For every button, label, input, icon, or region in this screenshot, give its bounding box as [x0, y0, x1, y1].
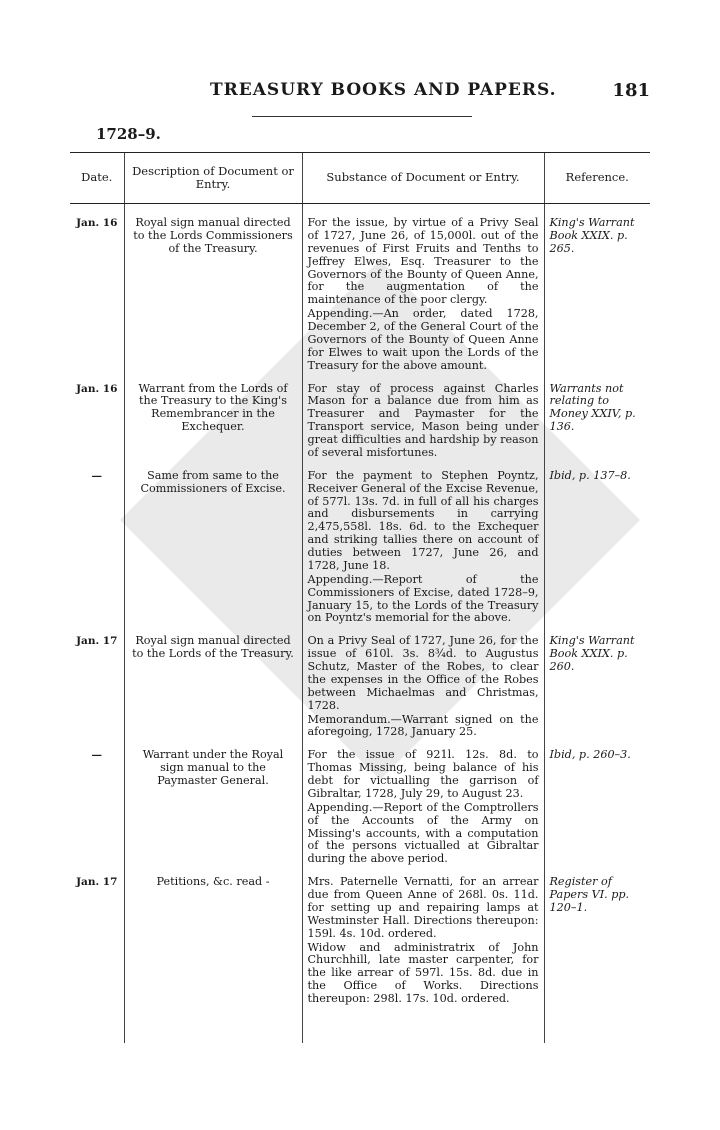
- substance-paragraph: For the issue of 921l. 12s. 8d. to Thomas Missing, being balance of his debt for victualling the garrison of Gibraltar, 1728, July 29, to August 23.: [307, 748, 539, 800]
- entry-substance: [302, 746, 544, 873]
- substance-paragraph: Memorandum.—Warrant signed on the aforegoing, 1728, January 25.: [307, 712, 539, 739]
- table-row: [70, 380, 650, 467]
- entry-description: Royal sign manual directed to the Lords of the Treasury.: [124, 632, 302, 746]
- spacer-row: [70, 204, 650, 215]
- entry-date: Jan. 17: [76, 876, 118, 889]
- entry-date: Jan. 16: [76, 382, 118, 395]
- ledger-table: [70, 152, 650, 1043]
- entry-reference: Warrants not relating to Money XXIV, p. 136.: [544, 380, 650, 467]
- substance-paragraph: Widow and administratrix of John Churchhill, late master carpenter, for the like arrear of 597l. 15s. 8d. due in the Office of Works. Directions thereupon: 298l. 17s. 10d. ordered.: [307, 940, 539, 1005]
- substance-paragraph: On a Privy Seal of 1727, June 26, for the issue of 610l. 3s. 8¾d. to Augustus Schutz, Master of the Robes, to clear the expenses in the Office of the Robes between Michaelmas and Christmas, 1728.: [307, 634, 539, 712]
- entry-substance: [302, 873, 544, 1013]
- entry-substance: [302, 214, 544, 380]
- entry-date: Jan. 16: [76, 217, 118, 229]
- entry-date: —: [91, 469, 102, 482]
- entry-reference: King's Warrant Book XXIX. p. 260.: [544, 632, 650, 746]
- entry-reference: King's Warrant Book XXIX. p. 265.: [544, 214, 650, 380]
- substance-paragraph: For the issue, by virtue of a Privy Seal of 1727, June 26, of 15,000l. out of the revenues of First Fruits and Tenths to Jeffrey Elwes, Esq. Treasurer to the Governors of the Bounty of Queen Anne, for the augmentation of the maintenance of the poor clergy.: [307, 216, 539, 307]
- entry-description: Warrant from the Lords of the Treasury to the King's Remembrancer in the Exchequer.: [124, 380, 302, 467]
- page-header: [70, 80, 650, 104]
- substance-paragraph: For stay of process against Charles Mason for a balance due from him as Treasurer and Paymaster for the Transport service, Mason being under great difficulties and hardship by reason of several misfortunes.: [307, 381, 539, 459]
- substance-paragraph: Mrs. Paternelle Vernatti, for an arrear due from Queen Anne of 268l. 0s. 11d. for setting up and repairing lamps at Westminster Hall. Directions thereupon: 159l. 4s. 10d. ordered.: [307, 875, 539, 940]
- header-rule: [252, 116, 472, 117]
- entry-reference: Register of Papers VI. pp. 120–1.: [544, 873, 650, 1013]
- entry-reference: Ibid, p. 260–3.: [544, 746, 650, 873]
- table-row: [70, 746, 650, 873]
- entry-substance: [302, 467, 544, 633]
- substance-paragraph: Appending.—Report of the Commissioners of Excise, dated 1728–9, January 15, to the Lords of the Treasury on Poyntz's memorial for the above.: [307, 572, 539, 625]
- entry-description: Warrant under the Royal sign manual to the Paymaster General.: [124, 746, 302, 873]
- substance-paragraph: Appending.—Report of the Comptrollers of the Accounts of the Army on Missing's accounts, with a computation of the persons victualled at Gibraltar during the above period.: [307, 800, 539, 866]
- page-number: 181: [612, 80, 650, 101]
- column-header-date: Date.: [70, 153, 124, 204]
- table-row: [70, 873, 650, 1013]
- substance-paragraph: For the payment to Stephen Poyntz, Receiver General of the Excise Revenue, of 577l. 13s. 7d. in full of all his charges and disbursements in carrying 2,475,558l. 18s. 6d. to the Exchequer and striking tallies there on account of duties between 1727, June 26, and 1728, June 18.: [307, 468, 539, 572]
- entry-reference: Ibid, p. 137–8.: [544, 467, 650, 633]
- entry-description: Same from same to the Commissioners of Excise.: [124, 467, 302, 633]
- entry-description: Petitions, &c. read -: [124, 873, 302, 1013]
- column-header-description: Description of Document or Entry.: [124, 153, 302, 204]
- entry-substance: [302, 380, 544, 467]
- column-header-substance: Substance of Document or Entry.: [302, 153, 544, 204]
- running-title: TREASURY BOOKS AND PAPERS.: [210, 80, 557, 100]
- entry-substance: [302, 632, 544, 746]
- year-heading: 1728–9.: [96, 125, 161, 143]
- table-row: [70, 214, 650, 380]
- entry-date: Jan. 17: [76, 635, 118, 648]
- entry-description: Royal sign manual directed to the Lords Commissioners of the Treasury.: [124, 214, 302, 380]
- entry-date: —: [91, 749, 102, 762]
- substance-paragraph: Appending.—An order, dated 1728, December 2, of the General Court of the Governors of the Bounty of Queen Anne for Elwes to wait upon the Lords of the Treasury for the above amount.: [307, 307, 539, 372]
- trailing-row: [70, 1013, 650, 1043]
- table-row: [70, 467, 650, 633]
- table-row: [70, 632, 650, 746]
- column-header-reference: Reference.: [544, 153, 650, 204]
- table-header-row: [70, 153, 650, 204]
